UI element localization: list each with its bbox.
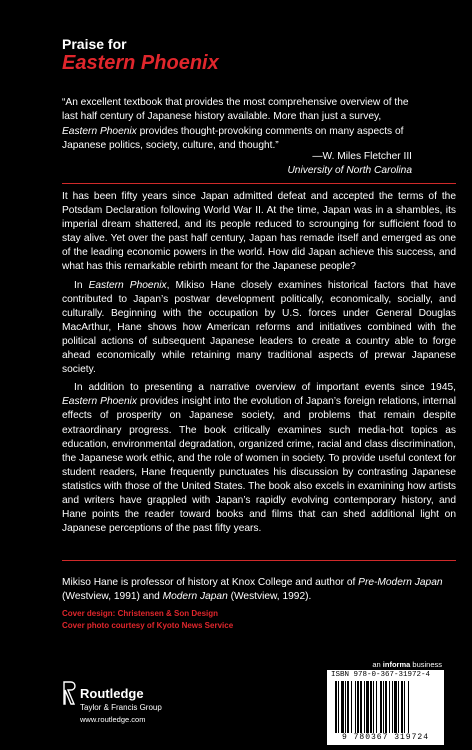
divider-top (62, 183, 456, 184)
barcode-bar (351, 681, 352, 733)
publisher-name: Routledge (80, 686, 144, 701)
quote-attribution (287, 150, 412, 177)
barcode-bar (357, 681, 359, 733)
barcode-bar (366, 681, 369, 733)
barcode-bar (335, 681, 337, 733)
cover-credits (62, 608, 233, 632)
barcode-bar (370, 681, 372, 733)
quote-institution: University of North Carolina (287, 164, 412, 176)
description (62, 190, 456, 540)
barcode-bar (392, 681, 393, 733)
quote-title: Eastern Phoenix (62, 125, 137, 137)
publisher-group: Taylor & Francis Group (80, 703, 162, 712)
praise-quote (62, 96, 418, 153)
barcode-bar (385, 681, 387, 733)
description-paragraph-2: In Eastern Phoenix, Mikiso Hane closely examines historical factors that have contributed to Japan’s postwar development politically, economically, socially, and culturally. Beginning with the occupation by U.S. forces under General Douglas MacArthur, Hane shows how American reforms and initiatives combined with the political actions of subsequent Japanese leaders to create a country able to forge ahead economically while retaining many traditional aspects of prewar Japanese society. (62, 279, 457, 376)
praise-for: Praise for (62, 36, 127, 52)
barcode-bar (364, 681, 365, 733)
cover-design-credit: Cover design: Christensen & Son Design (62, 609, 219, 618)
routledge-logo-icon (62, 680, 76, 706)
barcode-bar (373, 681, 374, 733)
barcode-bar (394, 681, 397, 733)
barcode-bar (408, 681, 409, 733)
barcode-bar (401, 681, 403, 733)
description-paragraph-1: It has been fifty years since Japan admitted defeat and accepted the terms of the Potsdam Declaration following World War II. At the time, Japan was in a shambles, its imperial dream shattered, and its people reduced to scrounging for sufficient food to stay alive. Yet over the past half century, Japan has remade itself and emerged as one of the leading economic powers in the world. How did Japan achieve this success, and what has this remarkable rebirth meant for the Japanese people? (62, 191, 456, 273)
cover-photo-credit: Cover photo courtesy of Kyoto News Service (62, 621, 234, 630)
barcode-bar (360, 681, 362, 733)
barcode-bar (389, 681, 390, 733)
isbn-number: 9 780367 319724 (341, 733, 429, 742)
barcode-bar (398, 681, 399, 733)
informa-business: an informa business (372, 660, 442, 669)
barcode-bar (355, 681, 356, 733)
barcode-bar (383, 681, 384, 733)
book-title: Eastern Phoenix (62, 52, 219, 74)
quote-text-1: “An excellent textbook that provides the most comprehensive overview of the last half century of Japanese history available. More than just a survey, (62, 97, 409, 123)
publisher-url: www.routledge.com (80, 715, 146, 724)
quote-text-2: provides thought-provoking comments on many aspects of Japanese politics, society, culture, and thought.” (62, 125, 404, 151)
barcode-bar (380, 681, 382, 733)
description-paragraph-3: In addition to presenting a narrative overview of important events since 1945, Eastern Phoenix provides insight into the evolution of Japan’s foreign relations, internal effects of prosperity on Japanese society, and problems that remain despite extraordinary progress. The book critically examines such media-hot topics as education, environmental degradation, organized crime, racial and class discrimination, the Japanese work ethic, and the role of women in society. To provide useful context for student readers, Hane frequently punctuates his discussion by contrasting Japanese statistics with those of the United States. The book also excels in examining how artists and writers have grappled with Japan’s rapidly evolving contemporary history, and Hane points the reader toward books and films that can shed additional light on Japanese perceptions of the past fifty years. (62, 382, 456, 535)
barcode-bar (341, 681, 344, 733)
author-bio: Mikiso Hane is professor of history at Knox College and author of Pre-Modern Japan (Westview, 1991) and Modern Japan (Westview, 1992). (62, 577, 443, 603)
quote-author: —W. Miles Fletcher III (312, 151, 412, 162)
barcode-bars (335, 681, 436, 733)
divider-bottom (62, 560, 456, 561)
barcode-bar (338, 681, 339, 733)
isbn-label: ISBN 978-0-367-31972-4 (331, 671, 431, 679)
barcode (327, 670, 444, 745)
barcode-bar (347, 681, 349, 733)
barcode-bar (345, 681, 346, 733)
barcode-bar (376, 681, 377, 733)
barcode-bar (404, 681, 405, 733)
